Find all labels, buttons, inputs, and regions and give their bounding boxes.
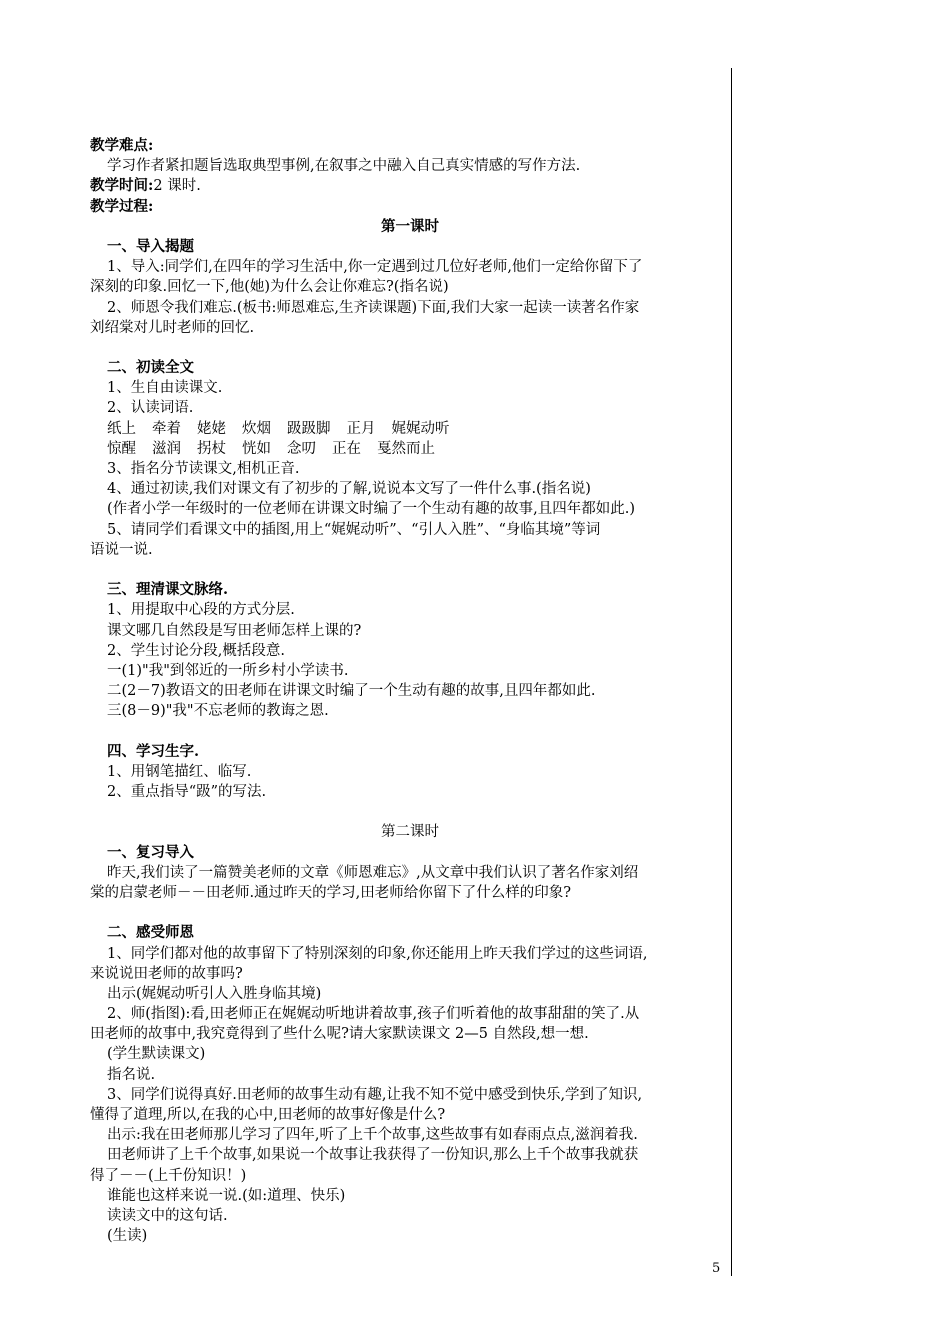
word: 滋润 xyxy=(152,440,181,457)
l2-s2-line: 谁能也这样来说一说.(如:道理、快乐) xyxy=(107,1187,346,1204)
lesson-plan-text xyxy=(90,136,730,1246)
word: 牵着 xyxy=(152,420,181,437)
l1-s3-line: 1、用提取中心段的方式分层. xyxy=(107,602,295,619)
word: 念叨 xyxy=(287,440,316,457)
l1-s2-line: 4、通过初读,我们对课文有了初步的了解,说说本文写了一件什么事.(指名说) xyxy=(107,481,591,498)
page-number: 5 xyxy=(712,1261,721,1276)
l1-s1-line: 深刻的印象.回忆一下,他(她)为什么会让你难忘?(指名说) xyxy=(90,279,449,296)
spacer xyxy=(90,903,730,923)
l1-s3-heading: 三、理清课文脉络. xyxy=(107,581,229,599)
l1-s3-line: 2、学生讨论分段,概括段意. xyxy=(107,642,285,659)
l1-s1-heading: 一、导入揭题 xyxy=(107,237,194,255)
l1-s2-line: 3、指名分节读课文,相机正音. xyxy=(107,461,300,477)
l2-s2-line: 出示:我在田老师那儿学习了四年,听了上千个故事,这些故事有如春雨点点,滋润着我. xyxy=(107,1127,638,1144)
word: 纸上 xyxy=(107,420,136,437)
teaching-time xyxy=(90,176,730,196)
l1-s1-line: 1、导入:同学们,在四年的学习生活中,你一定遇到过几位好老师,他们一定给你留下了 xyxy=(107,259,643,276)
l1-s2-line: 2、认读词语. xyxy=(107,400,194,417)
word: 姥姥 xyxy=(197,420,226,437)
spacer xyxy=(90,338,730,358)
l1-s2-heading: 二、初读全文 xyxy=(107,359,194,377)
l1-s2-line: 1、生自由读课文. xyxy=(107,380,223,397)
word: 拐杖 xyxy=(197,440,226,457)
l1-s1-line: 刘绍棠对儿时老师的回忆. xyxy=(90,319,255,336)
l1-s3-line: 二(2－7)教语文的田老师在讲课文时编了一个生动有趣的故事,且四年都如此. xyxy=(107,683,596,700)
difficulty-text: 学习作者紧扣题旨选取典型事例,在叙事之中融入自己真实情感的写作方法. xyxy=(107,158,581,175)
l2-s2-line: 田老师的故事中,我究竟得到了些什么呢?请大家默读课文 2—5 自然段,想一想. xyxy=(90,1026,589,1043)
l1-s2-line: (作者小学一年级时的一位老师在讲课文时编了一个生动有趣的故事,且四年都如此.) xyxy=(107,501,636,518)
word-list-row-2 xyxy=(90,439,730,459)
l1-s3-line: 一(1)"我"到邻近的一所乡村小学读书. xyxy=(107,662,349,679)
l2-s2-line: (生读) xyxy=(107,1228,148,1245)
l1-s4-line: 2、重点指导“趿”的写法. xyxy=(107,784,267,800)
spacer xyxy=(90,560,730,580)
l1-s1-line: 2、师恩令我们难忘.(板书:师恩难忘,生齐读课题)下面,我们大家一起读一读著名作家 xyxy=(107,299,640,316)
word: 趿趿脚 xyxy=(287,420,331,437)
l2-s2-line: 来说说田老师的故事吗? xyxy=(90,965,243,982)
word: 正月 xyxy=(346,420,376,437)
l1-s4-line: 1、用钢笔描红、临写. xyxy=(107,763,252,780)
l2-s1-line: 棠的启蒙老师－－田老师.通过昨天的学习,田老师给你留下了什么样的印象? xyxy=(90,884,571,901)
l2-s2-line: 2、师(指图):看,田老师正在娓娓动听地讲着故事,孩子们听着他的故事甜甜的笑了.从 xyxy=(107,1006,640,1023)
l1-s2-line: 5、请同学们看课文中的插图,用上“娓娓动听”、“引人入胜”、“身临其境”等词 xyxy=(107,521,601,538)
l2-s1-line: 昨天,我们读了一篇赞美老师的文章《师恩难忘》,从文章中我们认识了著名作家刘绍 xyxy=(107,864,639,881)
l2-s2-line: 读读文中的这句话. xyxy=(107,1207,228,1224)
l2-s2-line: 3、同学们说得真好.田老师的故事生动有趣,让我不知不觉中感受到快乐,学到了知识, xyxy=(107,1086,643,1103)
l1-s3-line: 三(8－9)"我"不忘老师的教诲之恩. xyxy=(107,703,329,720)
word: 娓娓动听 xyxy=(391,420,450,437)
l2-s2-heading: 二、感受师恩 xyxy=(107,924,194,942)
teaching-time-value: 2 课时. xyxy=(153,178,201,195)
word: 戛然而止 xyxy=(377,440,435,457)
word: 炊烟 xyxy=(242,420,271,437)
l2-s2-line: 1、同学们都对他的故事留下了特别深刻的印象,你还能用上昨天我们学过的这些词语, xyxy=(107,945,648,962)
l2-s2-line: 田老师讲了上千个故事,如果说一个故事让我获得了一份知识,那么上千个故事我就获 xyxy=(107,1147,639,1164)
l2-s2-line: 出示(娓娓动听引人入胜身临其境) xyxy=(107,985,322,1002)
teaching-time-heading: 教学时间: xyxy=(90,177,154,195)
process-heading: 教学过程: xyxy=(90,197,154,215)
spacer xyxy=(90,721,730,741)
l1-s4-heading: 四、学习生字. xyxy=(107,742,200,760)
lesson2-title: 第二课时 xyxy=(381,824,439,841)
difficulty-heading: 教学难点: xyxy=(90,137,154,154)
word: 惊醒 xyxy=(107,440,136,457)
word-list-row-1 xyxy=(90,419,730,439)
l2-s2-line: 得了－－(上千份知识！) xyxy=(90,1167,247,1184)
l1-s3-line: 课文哪几自然段是写田老师怎样上课的? xyxy=(107,622,362,639)
lesson1-title: 第一课时 xyxy=(381,217,439,235)
spacer xyxy=(90,802,730,822)
word: 正在 xyxy=(332,440,361,457)
right-margin-rule xyxy=(731,68,732,1276)
l2-s2-line: 懂得了道理,所以,在我的心中,田老师的故事好像是什么? xyxy=(90,1107,446,1123)
word: 恍如 xyxy=(242,440,271,457)
l1-s2-line: 语说一说. xyxy=(90,541,153,558)
l2-s2-line: (学生默读课文) xyxy=(107,1046,206,1063)
l2-s1-heading: 一、复习导入 xyxy=(107,843,194,861)
l2-s2-line: 指名说. xyxy=(107,1066,156,1083)
